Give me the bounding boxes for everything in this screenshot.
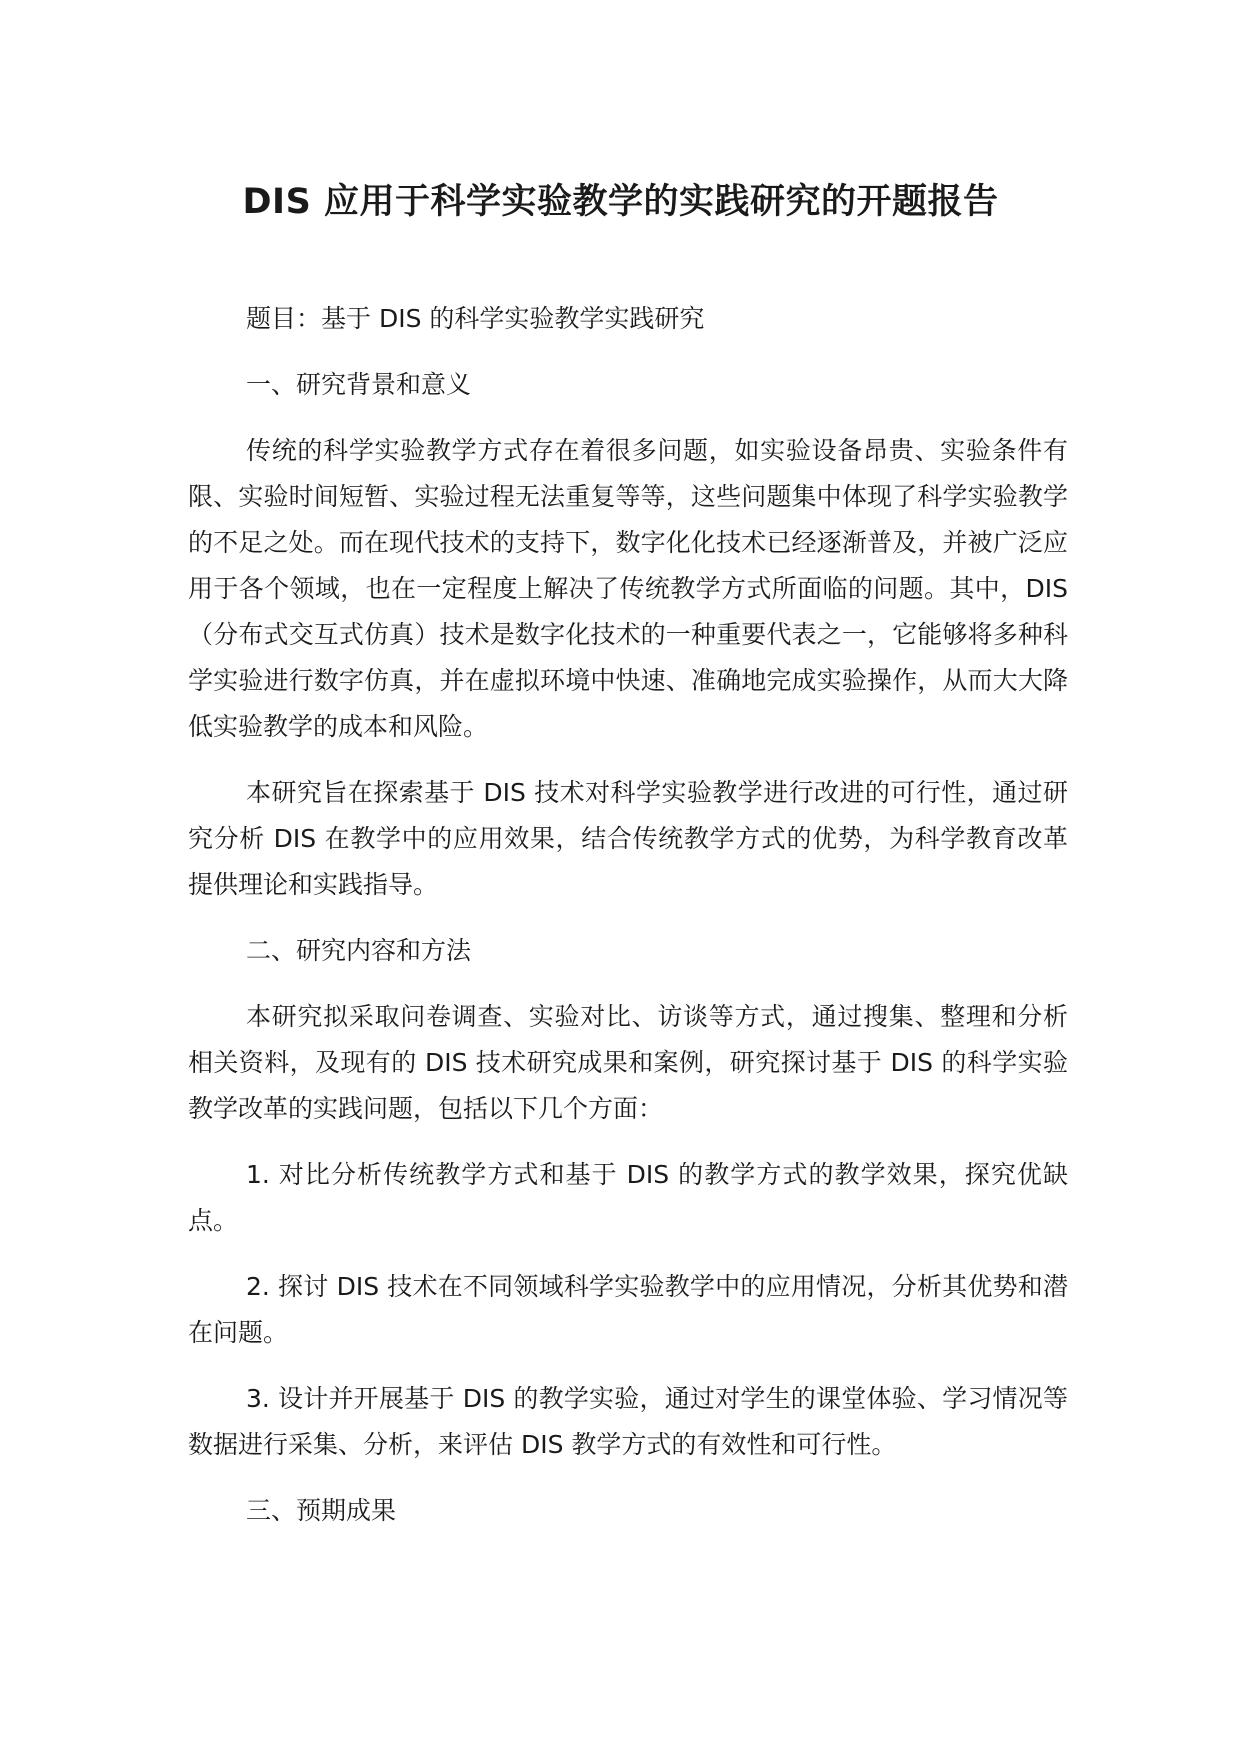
section-heading-content-methods: 二、研究内容和方法 [246, 936, 472, 965]
paragraph-background-1: 传统的科学实验教学方式存在着很多问题，如实验设备昂贵、实验条件有限、实验时间短暂、实验过程无法重复等等，这些问题集中体现了科学实验教学的不足之处。而在现代技术的支持下，数字化化技术已经逐渐普及，并被广泛应用于各个领域，也在一定程度上解决了传统教学方式所面临的问题。其中，DIS（分布式交互式仿真）技术是数字化技术的一种重要代表之一，它能够将多种科学实验进行数字仿真，并在虚拟环境中快速、准确地完成实验操作，从而大大降低实验教学的成本和风险。 [188, 436, 1068, 741]
list-item-1: 1. 对比分析传统教学方式和基于 DIS 的教学方式的教学效果，探究优缺点。 [188, 1160, 1068, 1235]
section-heading-expected-results: 三、预期成果 [246, 1496, 397, 1525]
paragraph-background-2: 本研究旨在探索基于 DIS 技术对科学实验教学进行改进的可行性，通过研究分析 DIS 在教学中的应用效果，结合传统教学方式的优势，为科学教育改革提供理论和实践指导。 [188, 778, 1068, 899]
document-body [188, 296, 1068, 1554]
document-title: DIS 应用于科学实验教学的实践研究的开题报告 [242, 182, 999, 222]
list-item-3: 3. 设计并开展基于 DIS 的教学实验，通过对学生的课堂体验、学习情况等数据进行采集、分析，来评估 DIS 教学方式的有效性和可行性。 [188, 1384, 1068, 1459]
section-heading-background: 一、研究背景和意义 [246, 370, 472, 399]
list-item-2: 2. 探讨 DIS 技术在不同领域科学实验教学中的应用情况，分析其优势和潜在问题。 [188, 1272, 1068, 1347]
subject-line: 题目：基于 DIS 的科学实验教学实践研究 [246, 304, 705, 333]
paragraph-methods-intro: 本研究拟采取问卷调查、实验对比、访谈等方式，通过搜集、整理和分析相关资料，及现有的 DIS 技术研究成果和案例，研究探讨基于 DIS 的科学实验教学改革的实践问题，包括以下几个方面： [188, 1002, 1068, 1123]
